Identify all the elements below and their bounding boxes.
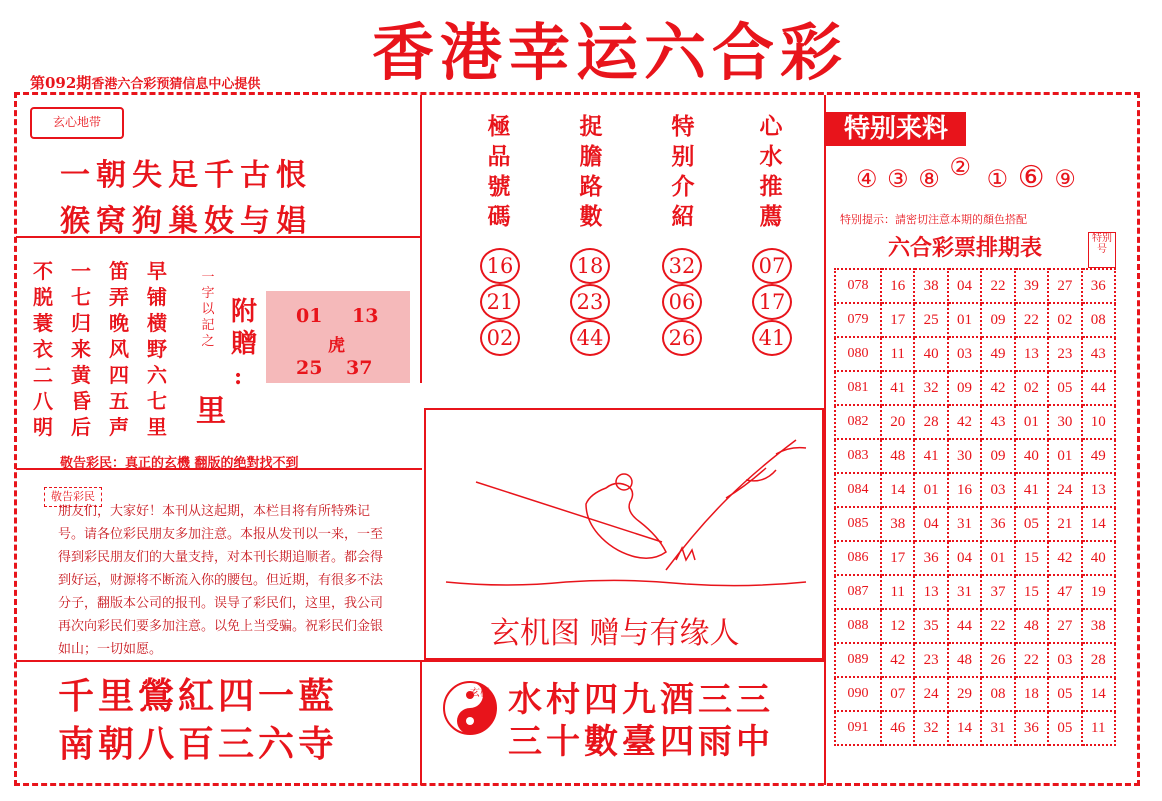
issue-line	[30, 72, 260, 93]
schedule-row	[835, 575, 1115, 609]
schedule-number-cell: 44	[948, 609, 981, 643]
schedule-number-cell: 41	[881, 371, 914, 405]
schedule-issue-cell: 091	[835, 711, 881, 745]
motto-line-2: 猴窝狗巢妓与娼	[60, 204, 312, 239]
schedule-number-cell: 42	[981, 371, 1014, 405]
schedule-number-cell: 22	[981, 609, 1014, 643]
number-ball: 32	[662, 248, 702, 284]
schedule-issue-cell: 083	[835, 439, 881, 473]
schedule-issue-cell: 089	[835, 643, 881, 677]
schedule-number-cell: 02	[1048, 303, 1081, 337]
number-ball: 21	[480, 284, 520, 320]
schedule-issue-cell: 081	[835, 371, 881, 405]
brand-stamp: 玄心地带	[30, 107, 124, 139]
schedule-number-cell: 42	[1048, 541, 1081, 575]
schedule-number-cell: 15	[1015, 575, 1048, 609]
number-ball: 18	[570, 248, 610, 284]
number-ball: 23	[570, 284, 610, 320]
category-heading-3: 特别介紹	[671, 113, 695, 230]
number-ball: 41	[752, 320, 792, 356]
schedule-number-cell: 23	[914, 643, 947, 677]
picture-illustration	[426, 410, 822, 606]
schedule-row	[835, 337, 1115, 371]
special-number: ③	[887, 165, 909, 193]
schedule-number-cell: 35	[914, 609, 947, 643]
picture-caption: 玄机图 赠与有缘人	[490, 616, 740, 651]
schedule-row	[835, 643, 1115, 677]
schedule-row	[835, 541, 1115, 575]
schedule-number-cell: 31	[948, 507, 981, 541]
poem-column-4: 不脱蓑衣二八明	[33, 259, 53, 439]
schedule-number-cell: 02	[1015, 371, 1048, 405]
schedule-issue-cell: 084	[835, 473, 881, 507]
schedule-number-cell: 32	[914, 371, 947, 405]
number-ball: 06	[662, 284, 702, 320]
fuzeng-colon: :	[234, 364, 243, 390]
motto-line-1: 一朝失足千古恨	[60, 158, 312, 193]
notice-text: 朋友们，大家好！本刊从这起期，本栏目将有所特殊记号。请各位彩民朋友多加注意。本报从发刊以一来，一至得到彩民朋友们的大量支持，对本刊长期追顺者。都会得到好运，财源将不断流入你的腰包。但近期，有很多不法分子，翻版本公司的报刊。误导了彩民们，这里，我公司再次向彩民们要多加注意。以免上当受骗。祝彩民们金银如山；一切如愿。	[58, 504, 384, 657]
special-number: ④	[856, 165, 878, 193]
schedule-issue-cell: 085	[835, 507, 881, 541]
schedule-number-cell: 40	[1015, 439, 1048, 473]
special-number: ①	[986, 165, 1009, 193]
gift-animal: 虎	[328, 336, 345, 356]
schedule-number-cell: 30	[948, 439, 981, 473]
schedule-number-cell: 49	[1082, 439, 1115, 473]
number-ball: 16	[480, 248, 520, 284]
schedule-number-cell: 39	[1015, 269, 1048, 303]
schedule-row	[835, 609, 1115, 643]
schedule-number-cell: 28	[914, 405, 947, 439]
schedule-number-cell: 42	[881, 643, 914, 677]
schedule-number-cell: 37	[981, 575, 1014, 609]
schedule-number-cell: 43	[981, 405, 1014, 439]
schedule-number-cell: 22	[1015, 643, 1048, 677]
schedule-row	[835, 371, 1115, 405]
schedule-number-cell: 32	[914, 711, 947, 745]
schedule-number-cell: 11	[881, 337, 914, 371]
number-ball: 26	[662, 320, 702, 356]
schedule-number-cell: 01	[981, 541, 1014, 575]
schedule-number-cell: 38	[881, 507, 914, 541]
divider-right	[824, 95, 826, 785]
schedule-number-cell: 43	[1082, 337, 1115, 371]
schedule-number-cell: 36	[1082, 269, 1115, 303]
schedule-row	[835, 405, 1115, 439]
category-heading-2: 捉膽路數	[579, 113, 603, 230]
schedule-number-cell: 11	[881, 575, 914, 609]
schedule-row	[835, 439, 1115, 473]
schedule-number-cell: 17	[881, 303, 914, 337]
schedule-number-cell: 48	[948, 643, 981, 677]
figure-head	[616, 474, 632, 490]
schedule-number-cell: 40	[1082, 541, 1115, 575]
schedule-number-cell: 19	[1082, 575, 1115, 609]
schedule-number-cell: 38	[1082, 609, 1115, 643]
schedule-number-cell: 22	[1015, 303, 1048, 337]
schedule-number-cell: 09	[981, 303, 1014, 337]
special-numbers	[856, 153, 1078, 195]
schedule-row	[835, 473, 1115, 507]
schedule-tag: 特别号	[1088, 232, 1116, 268]
schedule-number-cell: 14	[1082, 677, 1115, 711]
couplet-line-1: 千里鶯紅四一藍	[58, 675, 339, 717]
schedule-number-cell: 36	[914, 541, 947, 575]
schedule-number-cell: 09	[948, 371, 981, 405]
riddle-line-2: 三十數臺四雨中	[508, 722, 774, 762]
ground-line	[446, 580, 806, 585]
gift-number-4: 37	[346, 357, 373, 379]
schedule-number-cell: 08	[981, 677, 1014, 711]
schedule-number-cell: 07	[881, 677, 914, 711]
schedule-number-cell: 31	[981, 711, 1014, 745]
schedule-number-cell: 42	[948, 405, 981, 439]
schedule-number-cell: 17	[881, 541, 914, 575]
schedule-number-cell: 11	[1082, 711, 1115, 745]
grass	[676, 548, 695, 560]
schedule-number-cell: 05	[1015, 507, 1048, 541]
schedule-number-cell: 23	[1048, 337, 1081, 371]
schedule-number-cell: 14	[948, 711, 981, 745]
schedule-issue-cell: 090	[835, 677, 881, 711]
schedule-number-cell: 36	[981, 507, 1014, 541]
number-ball: 02	[480, 320, 520, 356]
schedule-number-cell: 03	[948, 337, 981, 371]
schedule-number-cell: 01	[914, 473, 947, 507]
schedule-issue-cell: 082	[835, 405, 881, 439]
schedule-number-cell: 47	[1048, 575, 1081, 609]
riddle-line-1: 水村四九酒三三	[508, 680, 774, 720]
page-title: 香港幸运六合彩	[371, 16, 848, 89]
schedule-number-cell: 25	[914, 303, 947, 337]
schedule-number-cell: 44	[1082, 371, 1115, 405]
number-ball: 17	[752, 284, 792, 320]
tree-trunk	[666, 440, 796, 570]
schedule-number-cell: 05	[1048, 677, 1081, 711]
schedule-row	[835, 507, 1115, 541]
notice-tag: 敬告彩民	[44, 487, 102, 507]
hint-answer: 里	[196, 394, 226, 429]
schedule-number-cell: 01	[1048, 439, 1081, 473]
schedule-number-cell: 16	[881, 269, 914, 303]
issue-source: 香港六合彩预猜信息中心提供	[91, 77, 261, 92]
schedule-number-cell: 18	[1015, 677, 1048, 711]
schedule-row	[835, 677, 1115, 711]
special-number: ⑥	[1017, 160, 1045, 195]
category-heading-1: 極品號碼	[487, 113, 511, 230]
schedule-number-cell: 48	[1015, 609, 1048, 643]
schedule-row	[835, 269, 1115, 303]
schedule-number-cell: 04	[914, 507, 947, 541]
schedule-number-cell: 29	[948, 677, 981, 711]
special-hint: 特别提示：請密切注意本期的顏色搭配	[840, 213, 1027, 226]
warning-line: 敬告彩民：真正的玄機 翻版的绝對找不到	[60, 456, 299, 471]
schedule-number-cell: 04	[948, 541, 981, 575]
schedule-number-cell: 28	[1082, 643, 1115, 677]
schedule-number-cell: 27	[1048, 609, 1081, 643]
divider-left-bottom	[420, 660, 422, 785]
gift-number-2: 13	[352, 305, 379, 327]
schedule-number-cell: 40	[914, 337, 947, 371]
staff-line	[476, 482, 662, 542]
schedule-number-cell: 13	[914, 575, 947, 609]
schedule-number-cell: 09	[981, 439, 1014, 473]
schedule-number-cell: 22	[981, 269, 1014, 303]
schedule-number-cell: 20	[881, 405, 914, 439]
tree-branches	[726, 448, 806, 498]
schedule-number-cell: 24	[1048, 473, 1081, 507]
schedule-issue-cell: 079	[835, 303, 881, 337]
schedule-number-cell: 12	[881, 609, 914, 643]
riddle-badge: 玄機	[470, 688, 490, 699]
hint-note: 一字以記之	[201, 270, 215, 349]
schedule-row	[835, 711, 1115, 745]
schedule-number-cell: 36	[1015, 711, 1048, 745]
schedule-number-cell: 31	[948, 575, 981, 609]
issue-number: 第092期	[30, 74, 92, 92]
schedule-number-cell: 41	[914, 439, 947, 473]
schedule-number-cell: 01	[948, 303, 981, 337]
schedule-issue-cell: 080	[835, 337, 881, 371]
special-title: 特别来料	[826, 112, 966, 146]
schedule-number-cell: 01	[1015, 405, 1048, 439]
schedule-issue-cell: 078	[835, 269, 881, 303]
schedule-number-cell: 16	[948, 473, 981, 507]
category-heading-4: 心水推薦	[759, 113, 783, 230]
number-ball: 44	[570, 320, 610, 356]
schedule-number-cell: 30	[1048, 405, 1081, 439]
schedule-number-cell: 14	[881, 473, 914, 507]
schedule-number-cell: 03	[981, 473, 1014, 507]
schedule-number-cell: 04	[948, 269, 981, 303]
number-ball: 07	[752, 248, 792, 284]
schedule-number-cell: 48	[881, 439, 914, 473]
poem-column-2: 笛弄晚风四五声	[109, 259, 129, 439]
schedule-title: 六合彩票排期表	[887, 235, 1042, 261]
schedule-number-cell: 27	[1048, 269, 1081, 303]
schedule-issue-cell: 086	[835, 541, 881, 575]
schedule-number-cell: 05	[1048, 711, 1081, 745]
poem-column-3: 一七归来黄昏后	[71, 259, 91, 439]
fuzeng-label: 附贈	[230, 297, 257, 359]
schedule-number-cell: 49	[981, 337, 1014, 371]
gift-box	[266, 291, 410, 383]
schedule-row	[835, 303, 1115, 337]
special-number: ⑨	[1054, 165, 1076, 193]
gift-number-3: 25	[296, 357, 323, 379]
divider-left-top	[420, 95, 422, 383]
special-number: ⑧	[918, 165, 940, 193]
schedule-number-cell: 21	[1048, 507, 1081, 541]
schedule-number-cell: 08	[1082, 303, 1115, 337]
schedule-number-cell: 05	[1048, 371, 1081, 405]
schedule-issue-cell: 087	[835, 575, 881, 609]
schedule-number-cell: 41	[1015, 473, 1048, 507]
gift-number-1: 01	[296, 305, 323, 327]
schedule-number-cell: 03	[1048, 643, 1081, 677]
schedule-number-cell: 15	[1015, 541, 1048, 575]
schedule-number-cell: 38	[914, 269, 947, 303]
schedule-number-cell: 46	[881, 711, 914, 745]
schedule-number-cell: 10	[1082, 405, 1115, 439]
schedule-number-cell: 13	[1082, 473, 1115, 507]
schedule-number-cell: 13	[1015, 337, 1048, 371]
schedule-number-cell: 26	[981, 643, 1014, 677]
schedule-issue-cell: 088	[835, 609, 881, 643]
special-number: ②	[949, 153, 971, 181]
schedule-number-cell: 14	[1082, 507, 1115, 541]
schedule-number-cell: 24	[914, 677, 947, 711]
poem-column-1: 早铺横野六七里	[147, 259, 167, 439]
couplet-line-2: 南朝八百三六寺	[58, 723, 339, 765]
schedule-table	[834, 268, 1116, 746]
